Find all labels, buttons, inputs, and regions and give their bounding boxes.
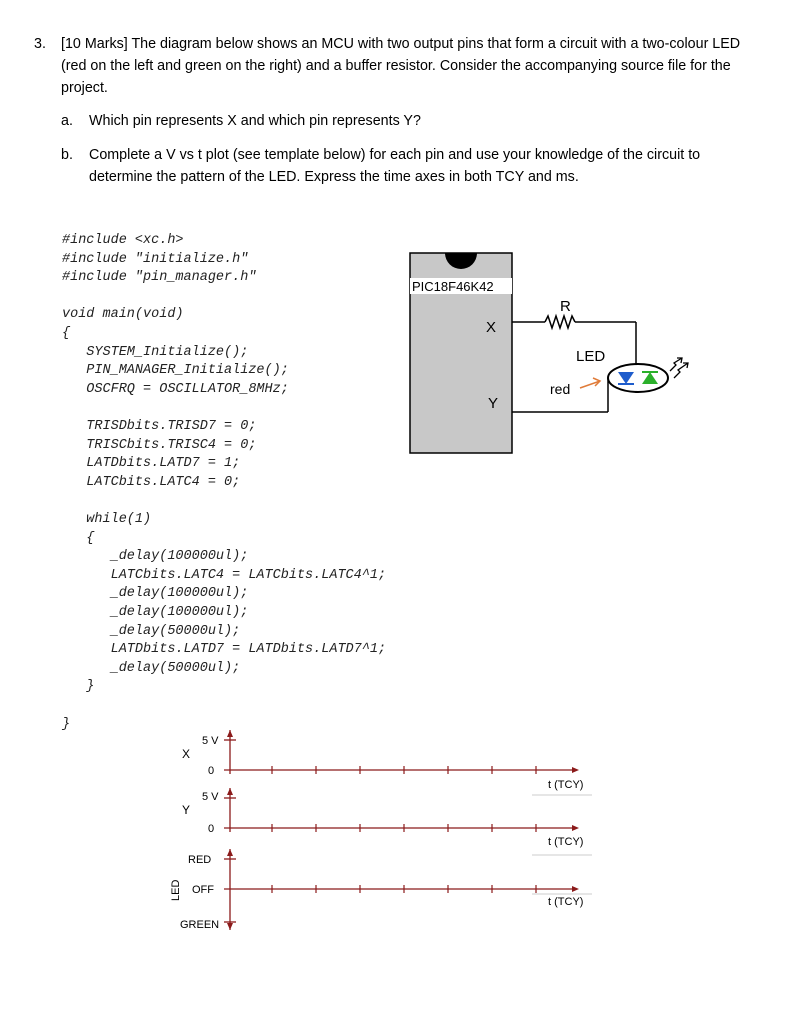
resistor-label: R [560, 298, 571, 315]
question-text: [10 Marks] The diagram below shows an MCU with two output pins that form a circuit with a two-colour LED (red on the left and green on the right) and a buffer resistor. Consider the accompanying source file for the project. [61, 36, 741, 96]
y-v-arrow [227, 788, 233, 795]
code-line: _delay(50000ul); [62, 623, 241, 639]
led-body [608, 364, 668, 392]
code-line: while(1) [62, 512, 152, 527]
code-line: SYSTEM_Initialize(); [62, 344, 249, 360]
code-line: LATCbits.LATC4 = 0; [62, 474, 241, 490]
code-line: void main(void) [62, 307, 184, 323]
code-line: { [62, 530, 95, 546]
x-v-arrow [227, 730, 233, 737]
led-row-label: LED [170, 879, 182, 901]
code-line: _delay(100000ul); [62, 586, 249, 602]
led-time-label: t (TCY) [548, 896, 584, 908]
resistor [545, 316, 575, 328]
code-line: TRISCbits.TRISC4 = 0; [62, 437, 257, 453]
y-5v-label: 5 V [202, 791, 219, 803]
code-line: LATDbits.LATD7 = 1; [62, 456, 241, 472]
pin-y-label: Y [488, 395, 499, 412]
x-time-label: t (TCY) [548, 779, 584, 791]
code-line: _delay(100000ul); [62, 605, 249, 620]
code-line: _delay(50000ul); [62, 660, 241, 676]
circuit-diagram [400, 245, 720, 475]
light-emission-icon [670, 358, 688, 378]
question-number: 3. [34, 36, 46, 52]
led-v-arrow-down [227, 923, 233, 930]
code-line: _delay(100000ul); [62, 549, 249, 565]
led-label: LED [576, 348, 606, 365]
part-a-text: Which pin represents X and which pin represents Y? [89, 113, 421, 129]
code-line: #include <xc.h> [62, 233, 184, 248]
code-line: } [62, 679, 95, 695]
y-t-arrow [572, 825, 579, 831]
led-red-label: RED [188, 854, 212, 866]
part-b-label: b. [61, 147, 73, 163]
chip-label: PIC18F46K42 [412, 279, 494, 294]
code-line: TRISDbits.TRISD7 = 0; [62, 419, 257, 434]
code-line: LATCbits.LATC4 = LATCbits.LATC4^1; [62, 567, 387, 583]
code-line: LATDbits.LATD7 = LATDbits.LATD7^1; [62, 642, 387, 658]
part-b [61, 144, 761, 192]
part-a-label: a. [61, 113, 73, 129]
code-line: OSCFRQ = OSCILLATOR_8MHz; [62, 381, 289, 397]
led-v-arrow-up [227, 849, 233, 856]
part-b-text: Complete a V vs t plot (see template below) for each pin and use your knowledge of the circuit to determine the pattern of the LED. Express the time axes in both TCY and ms. [89, 147, 701, 185]
x-5v-label: 5 V [202, 735, 219, 747]
x-zero-label: 0 [208, 765, 215, 777]
y-zero-label: 0 [208, 823, 215, 835]
x-t-arrow [572, 767, 579, 773]
code-line: #include "initialize.h" [62, 251, 249, 267]
led-t-arrow [572, 886, 579, 892]
code-line: PIN_MANAGER_Initialize(); [62, 363, 289, 379]
red-label: red [550, 381, 571, 397]
pin-x-label: X [486, 319, 497, 336]
vt-plot-template [160, 718, 620, 948]
y-row-label: Y [182, 803, 191, 817]
code-line: #include "pin_manager.h" [62, 270, 257, 286]
led-green-label: GREEN [180, 919, 220, 931]
x-row-label: X [182, 747, 191, 761]
part-a [61, 110, 761, 134]
led-off-label: OFF [192, 884, 214, 896]
code-line: { [62, 326, 71, 341]
code-line: } [62, 716, 71, 732]
y-time-label: t (TCY) [548, 836, 584, 848]
